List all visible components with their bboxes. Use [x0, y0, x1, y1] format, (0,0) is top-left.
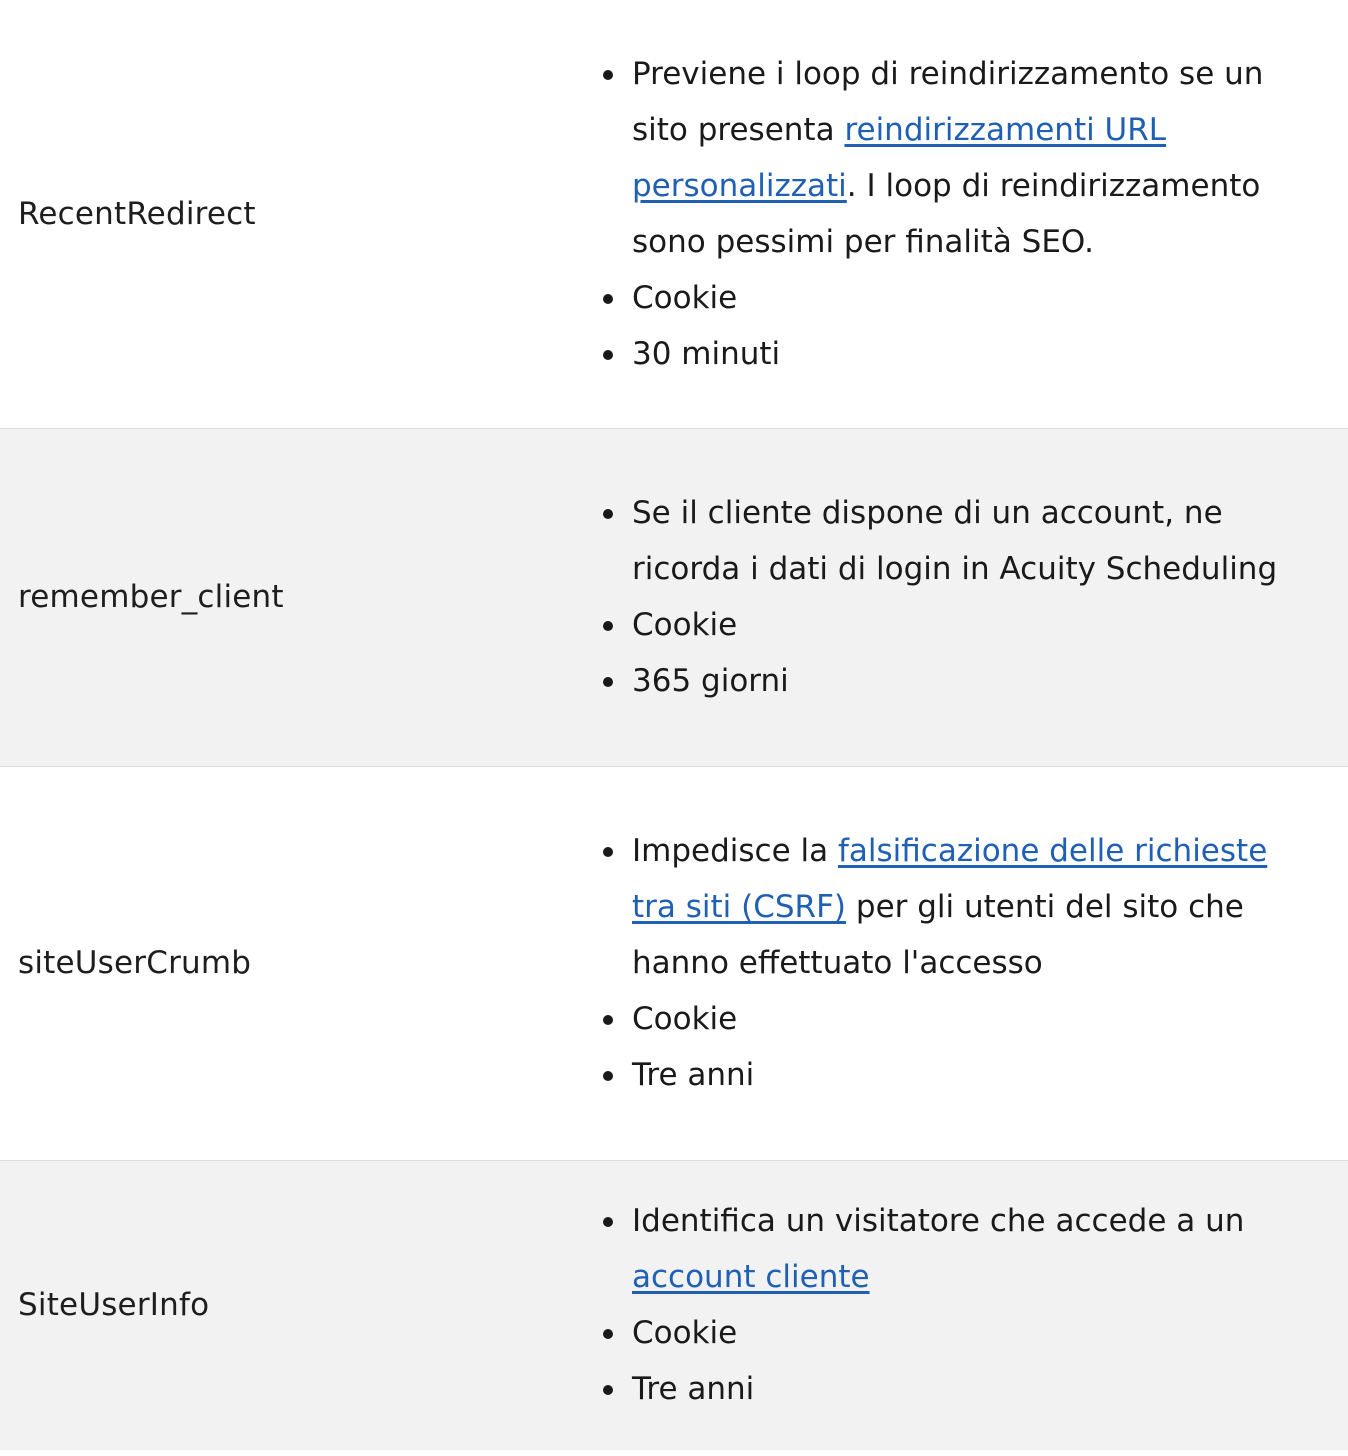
cookie-name: RecentRedirect: [18, 195, 256, 232]
table-row: [0, 766, 1348, 1160]
duration-item: Tre anni: [632, 1361, 1318, 1417]
table-row: [0, 1160, 1348, 1450]
cookie-details: [582, 0, 1348, 428]
details-list: [582, 1193, 1318, 1417]
type-item: Cookie: [632, 991, 1318, 1047]
table-row: [0, 428, 1348, 766]
description-text: Identifica un visitatore che accede a un: [632, 1203, 1245, 1240]
type-item: Cookie: [632, 270, 1318, 326]
description-text: per gli utenti del sito che hanno effettuato l'accesso: [632, 889, 1244, 981]
details-list: [582, 823, 1318, 1103]
description-item: [632, 1193, 1318, 1305]
cookie-details: [582, 428, 1348, 766]
details-list: [582, 485, 1318, 709]
table-row: [0, 0, 1348, 428]
cookie-name: SiteUserInfo: [18, 1287, 210, 1324]
description-text: Impedisce la: [632, 833, 838, 869]
cookie-details: [582, 1160, 1348, 1450]
description-text: . I loop di reindirizzamento sono pessimi per finalità SEO.: [632, 167, 1261, 260]
csrf-link[interactable]: falsificazione delle richieste tra siti (CSRF): [632, 833, 1268, 925]
details-list: [582, 46, 1318, 382]
customer-account-link[interactable]: account cliente: [632, 1259, 870, 1296]
description-item: [632, 823, 1318, 991]
duration-item: 30 minuti: [632, 326, 1318, 382]
cookie-name: siteUserCrumb: [18, 945, 252, 981]
description-text: Previene i loop di reindirizzamento se un sito presenta: [632, 55, 1264, 148]
type-item: Cookie: [632, 597, 1318, 653]
description-item: [632, 46, 1318, 270]
description-item: Se il cliente dispone di un account, ne ricorda i dati di login in Acuity Scheduling: [632, 485, 1318, 597]
cookie-name: remember_client: [18, 579, 284, 615]
duration-item: 365 giorni: [632, 653, 1318, 709]
cookie-details: [582, 766, 1348, 1160]
duration-item: Tre anni: [632, 1047, 1318, 1103]
custom-url-redirects-link[interactable]: reindirizzamenti URL personalizzati: [632, 111, 1167, 204]
type-item: Cookie: [632, 1305, 1318, 1361]
